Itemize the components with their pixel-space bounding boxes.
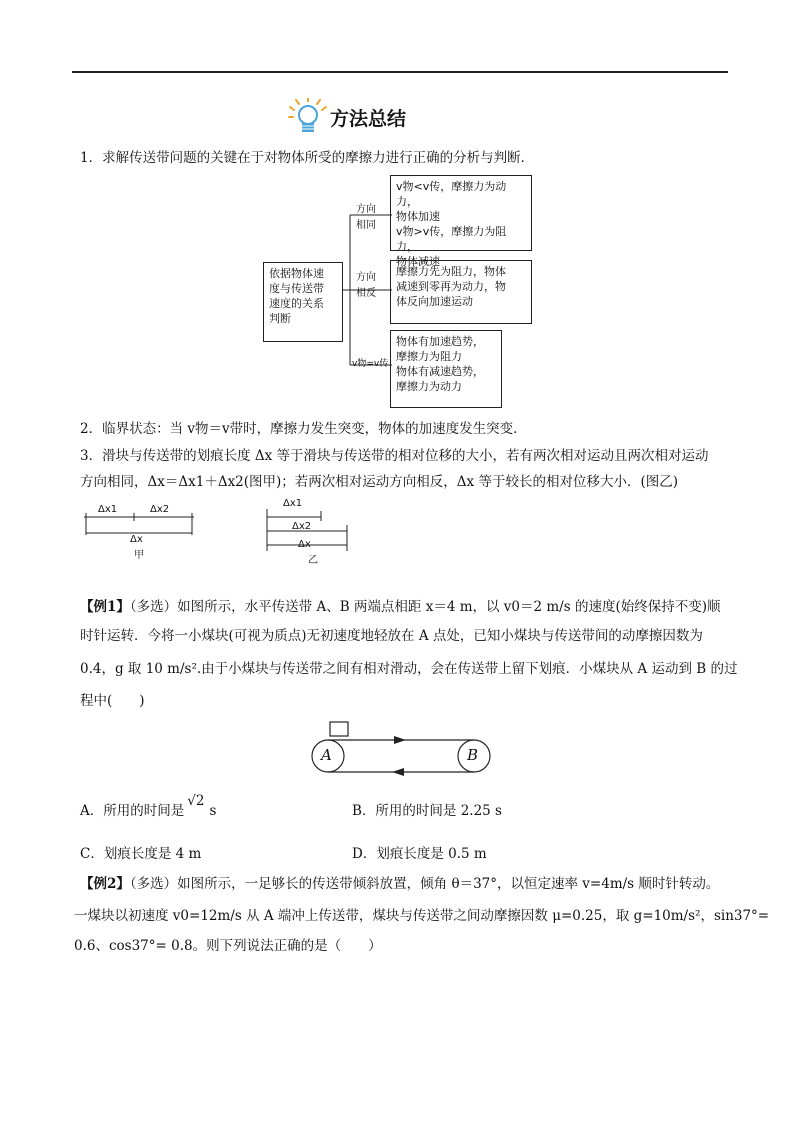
option-a: A．所用的时间是√2s — [80, 793, 217, 819]
example1-line-4: 程中( ) — [80, 693, 145, 709]
branch-label-same: 方向 相同 — [356, 204, 376, 231]
wheel-label-b: B — [467, 746, 479, 764]
example1-line-2: 时针运转．今将一小煤块(可视为质点)无初速度地轻放在 A 点处，已知小煤块与传送带间的动摩擦因数为 — [80, 628, 703, 644]
jia-dx1: Δx1 — [98, 504, 118, 515]
branch-label-opposite: 方向 相反 — [356, 272, 376, 299]
option-c: C．划痕长度是 4 m — [80, 846, 202, 862]
paragraph-3b: 方向相同，Δx＝Δx1＋Δx2(图甲)；若两次相对运动方向相反，Δx 等于较长的相对位移大小．(图乙) — [80, 474, 678, 490]
yi-dx: Δx — [298, 539, 311, 550]
option-b: B．所用的时间是 2.25 s — [352, 803, 502, 819]
jia-dx2: Δx2 — [150, 504, 170, 515]
lightbulb-icon — [288, 98, 328, 136]
example1-line-3: 0.4，g 取 10 m/s².由于小煤块与传送带之间有相对滑动，会在传送带上留下划痕．小煤块从 A 运动到 B 的过 — [80, 661, 738, 677]
yi-dx1: Δx1 — [283, 498, 303, 509]
branch-box-equal: 物体有加速趋势， 摩擦力为阻力 物体有减速趋势， 摩擦力为动力 — [390, 330, 502, 408]
paragraph-1: 1．求解传送带问题的关键在于对物体所受的摩擦力进行正确的分析与判断． — [80, 150, 535, 166]
example2-line-3: 0.6、cos37°= 0.8。则下列说法正确的是（ ） — [74, 938, 382, 954]
example2-line-1: 【例2】（多选）如图所示，一足够长的传送带倾斜放置，倾角 θ＝37°，以恒定速率 v=4m/s 顺时针转动。 — [80, 876, 720, 892]
branch-box-opposite: 摩擦力先为阻力，物体 减速到零再为动力，物 体反向加速运动 — [390, 260, 532, 324]
yi-caption: 乙 — [308, 555, 318, 566]
yi-dx2: Δx2 — [292, 521, 312, 532]
branch-box-same: v物<v传，摩擦力为动力， 物体加速 v物>v传，摩擦力为阻力， 物体减速 — [390, 175, 532, 251]
top-rule — [72, 71, 728, 73]
paragraph-3a: 3．滑块与传送带的划痕长度 Δx 等于滑块与传送带的相对位移的大小，若有两次相对运动且两次相对运动 — [80, 448, 709, 464]
example1-line-1: 【例1】（多选）如图所示，水平传送带 A、B 两端点相距 x＝4 m，以 v0＝2 m/s 的速度(始终保持不变)顺 — [80, 599, 721, 615]
jia-dx: Δx — [130, 534, 143, 545]
paragraph-2: 2．临界状态：当 v物＝v带时，摩擦力发生突变，物体的加速度发生突变． — [80, 421, 527, 437]
section-title: 方法总结 — [330, 108, 407, 130]
diagram-root-box: 依据物体速 度与传送带 速度的关系 判断 — [263, 262, 343, 342]
sqrt-two: √2 — [187, 793, 205, 809]
branch-label-equal: v物=v传 — [352, 359, 389, 369]
jia-caption: 甲 — [134, 550, 144, 561]
wheel-label-a: A — [321, 746, 332, 764]
option-d: D．划痕长度是 0.5 m — [352, 846, 487, 862]
example2-line-2: 一煤块以初速度 v0=12m/s 从 A 端冲上传送带，煤块与传送带之间动摩擦因数 μ=0.25，取 g=10m/s²，sin37°= — [74, 908, 770, 924]
